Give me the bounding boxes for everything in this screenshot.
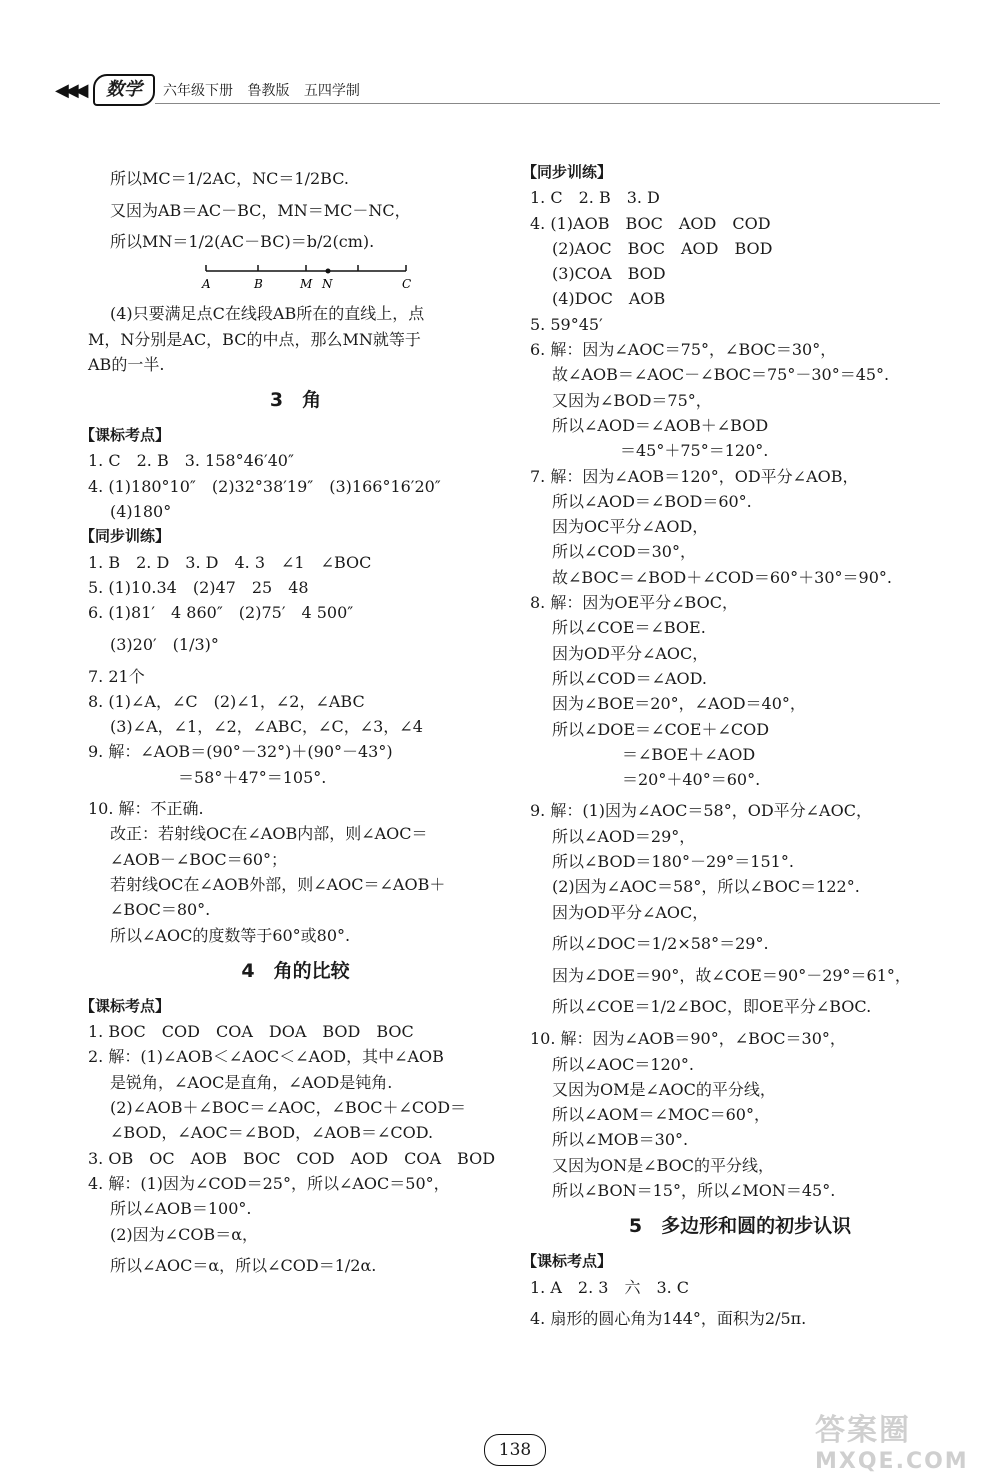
answer-line: 因为OC平分∠AOD， xyxy=(552,517,709,537)
answer-line: 6. 解：因为∠AOC＝75°，∠BOC＝30°， xyxy=(530,340,837,360)
arrow-icon: ◀◀◀ xyxy=(55,80,85,101)
answer-line: ＝∠BOE＋∠AOD xyxy=(622,744,756,764)
tag-heading: 【课标考点】 xyxy=(80,426,171,445)
answer-line: 若射线OC在∠AOB外部，则∠AOC＝∠AOB＋ xyxy=(110,874,446,894)
answer-line: 又因为OM是∠AOC的平分线， xyxy=(552,1079,776,1099)
point-label: M xyxy=(300,277,313,292)
answer-line: 所以∠COE＝1/2∠BOC，即OE平分∠BOC. xyxy=(552,997,872,1017)
left-column xyxy=(80,160,503,1285)
answer-line: 所以∠COD＝∠AOD. xyxy=(552,668,708,688)
answer-line: (3)∠A，∠1，∠2，∠ABC，∠C，∠3，∠4 xyxy=(110,717,423,737)
answer-line: 所以MC＝1/2AC，NC＝1/2BC. xyxy=(110,169,349,188)
answer-line: 所以∠AOC＝α，所以∠COD＝1/2α. xyxy=(110,1255,377,1275)
answer-line: 所以∠COE＝∠BOE. xyxy=(552,618,706,638)
answer-line: 8. (1)∠A，∠C (2)∠1，∠2，∠ABC xyxy=(88,691,365,711)
answer-line: ∠BOC＝80°. xyxy=(110,900,211,920)
answer-line: (4)DOC AOB xyxy=(552,289,666,309)
answer-line: 所以∠MOB＝30°. xyxy=(552,1130,689,1150)
answer-line: 5. (1)10.34 (2)47 25 48 xyxy=(88,577,309,597)
point-label: A xyxy=(202,277,211,292)
tag-heading: 【同步训练】 xyxy=(80,527,171,546)
answer-line: (2)因为∠COB＝α， xyxy=(110,1224,258,1244)
answer-line: 改正：若射线OC在∠AOB内部，则∠AOC＝ xyxy=(110,824,428,844)
answer-line: 4. (1)180°10″ (2)32°38′19″ (3)166°16′20″ xyxy=(88,476,441,496)
answer-line: (2)∠AOB＋∠BOC＝∠AOC，∠BOC＋∠COD＝ xyxy=(110,1098,467,1118)
answer-line: 因为∠BOE＝20°，∠AOD＝40°， xyxy=(552,694,806,714)
page-number: 138 xyxy=(484,1434,546,1466)
answer-line: 所以∠AOM＝∠MOC＝60°， xyxy=(552,1105,770,1125)
answer-line: 所以∠COD＝30°， xyxy=(552,542,696,562)
answer-line: 1. BOC COD COA DOA BOD BOC xyxy=(88,1022,414,1042)
point-label: C xyxy=(402,277,412,292)
answer-line: M，N分别是AC，BC的中点，那么MN就等于 xyxy=(88,329,421,349)
answer-line: 6. (1)81′ 4 860″ (2)75′ 4 500″ xyxy=(88,603,354,623)
answer-line: 因为OD平分∠AOC， xyxy=(552,643,709,663)
header-grade: 六年级下册 xyxy=(163,83,233,99)
answer-line: 1. C 2. B 3. 158°46′40″ xyxy=(88,451,294,471)
answer-line: 1. C 2. B 3. D xyxy=(530,188,660,208)
answer-line: 故∠AOB＝∠AOC－∠BOC＝75°－30°＝45°. xyxy=(552,365,890,385)
answer-line: (4)只要满足点C在线段AB所在的直线上，点 xyxy=(110,304,425,324)
answer-line: 所以∠AOD＝∠AOB＋∠BOD xyxy=(552,415,769,435)
answer-line: 故∠BOC＝∠BOD＋∠COD＝60°＋30°＝90°. xyxy=(552,567,892,587)
answer-line: ∠AOB－∠BOC＝60°； xyxy=(110,849,288,869)
point-label: B xyxy=(254,277,263,292)
answer-line: 所以∠DOE＝∠COE＋∠COD xyxy=(552,719,770,739)
watermark-text-bottom: MXQE.COM xyxy=(815,1449,969,1474)
answer-line: 4. 解：(1)因为∠COD＝25°，所以∠AOC＝50°， xyxy=(88,1173,450,1193)
section-title: 3 角 xyxy=(269,389,322,412)
answer-line: 5. 59°45′ xyxy=(530,314,603,334)
answer-line: 1. A 2. 3 六 3. C xyxy=(530,1277,690,1297)
answer-line: ＝58°＋47°＝105°. xyxy=(178,767,327,787)
answer-line: 8. 解：因为OE平分∠BOC， xyxy=(530,593,738,613)
page-header xyxy=(55,72,940,106)
watermark-text-top: 答案圈 xyxy=(815,1413,911,1448)
answer-line: 1. B 2. D 3. D 4. 3 ∠1 ∠BOC xyxy=(88,552,372,572)
segment-diagram xyxy=(88,261,503,301)
answer-line: ∠BOD，∠AOC＝∠BOD，∠AOB＝∠COD. xyxy=(110,1123,434,1143)
answer-line: 7. 21个 xyxy=(88,666,145,686)
answer-line: 10. 解：不正确. xyxy=(88,799,204,819)
answer-line: 又因为∠BOD＝75°， xyxy=(552,390,712,410)
answer-line: 因为∠DOE＝90°，故∠COE＝90°－29°＝61°， xyxy=(552,965,911,985)
answer-line: 9. 解：(1)因为∠AOC＝58°，OD平分∠AOC， xyxy=(530,801,872,821)
answer-line: 所以∠AOC＝120°. xyxy=(552,1054,694,1074)
answer-line: 4. (1)AOB BOC AOD COD xyxy=(530,213,771,233)
answer-line: 所以∠BOD＝180°－29°＝151°. xyxy=(552,852,794,872)
answer-line: 3. OB OC AOB BOC COD AOD COA BOD xyxy=(88,1148,496,1168)
answer-line: 所以∠AOC的度数等于60°或80°. xyxy=(110,925,351,945)
answer-line: (3)20′ (1/3)° xyxy=(110,634,219,654)
watermark-logo xyxy=(815,1405,985,1475)
header-edition: 鲁教版 xyxy=(247,83,290,99)
answer-line: 10. 解：因为∠AOB＝90°，∠BOC＝30°， xyxy=(530,1029,846,1049)
subject-logo: 数学 xyxy=(93,74,155,106)
header-system: 五四学制 xyxy=(303,83,360,99)
answer-line: 9. 解：∠AOB＝(90°－32°)＋(90°－43°) xyxy=(88,742,393,762)
section-title: 4 角的比较 xyxy=(241,959,350,982)
answer-line: 因为OD平分∠AOC， xyxy=(552,902,709,922)
answer-line: (4)180° xyxy=(110,502,172,522)
answer-line: 4. 扇形的圆心角为144°，面积为2/5π. xyxy=(530,1308,807,1328)
answer-line: (2)AOC BOC AOD BOD xyxy=(552,238,773,258)
answer-line: ＝20°＋40°＝60°. xyxy=(622,770,761,790)
answer-line: 所以∠AOD＝29°， xyxy=(552,826,696,846)
answer-line: ＝45°＋75°＝120°. xyxy=(620,441,769,461)
answer-line: 所以∠AOB＝100°. xyxy=(110,1199,252,1219)
answer-line: (3)COA BOD xyxy=(552,264,666,284)
tag-heading: 【课标考点】 xyxy=(80,996,171,1015)
point-label: N xyxy=(322,277,333,292)
answer-line: 所以∠DOC＝1/2×58°＝29°. xyxy=(552,933,769,953)
answer-line: 又因为ON是∠BOC的平分线， xyxy=(552,1155,774,1175)
answer-line: 7. 解：因为∠AOB＝120°，OD平分∠AOB， xyxy=(530,466,859,486)
answer-line: 所以∠BON＝15°，所以∠MON＝45°. xyxy=(552,1180,836,1200)
answer-line: (2)因为∠AOC＝58°，所以∠BOC＝122°. xyxy=(552,877,860,897)
header-info xyxy=(163,80,370,100)
answer-line: 是锐角，∠AOC是直角，∠AOD是钝角. xyxy=(110,1072,393,1092)
answer-line: 所以MN＝1/2(AC－BC)＝b/2(cm). xyxy=(110,232,375,252)
tag-heading: 【同步训练】 xyxy=(522,163,613,181)
answer-line: 所以∠AOD＝∠BOD＝60°. xyxy=(552,491,752,511)
right-column xyxy=(522,160,950,1338)
segment-figure xyxy=(198,261,418,301)
answer-line: 2. 解：(1)∠AOB＜∠AOC＜∠AOD，其中∠AOB xyxy=(88,1047,444,1067)
answer-line: AB的一半. xyxy=(88,354,165,374)
section-title: 5 多边形和圆的初步认识 xyxy=(628,1215,852,1238)
tag-heading: 【课标考点】 xyxy=(522,1252,613,1271)
answer-line: 又因为AB＝AC－BC，MN＝MC－NC， xyxy=(110,201,411,220)
header-rule xyxy=(155,103,940,104)
